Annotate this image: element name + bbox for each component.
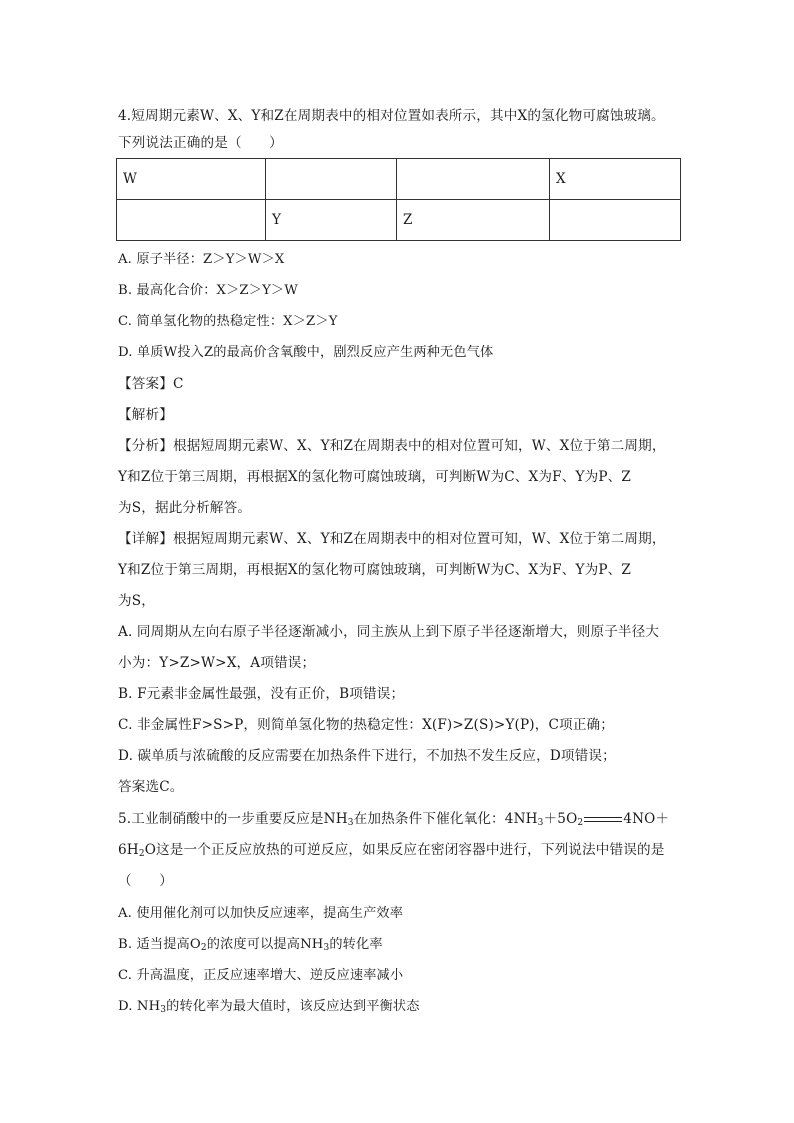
q4-option-d: D. 单质W投入Z的最高价含氧酸中，剧烈反应产生两种无色气体 (118, 345, 494, 360)
table-cell-empty (266, 159, 397, 200)
table-cell-x: X (550, 159, 681, 200)
q5-option-b: B. 适当提高$O_2$的浓度可以提高$NH_3$的转化率 (118, 937, 383, 953)
q5-option-d: D. $NH_3$的转化率为最大值时，该反应达到平衡状态 (118, 999, 420, 1015)
q4-explain-line: C. 非金属性F>S>P，则简单氢化物的热稳定性：X(F)>Z(S)>Y(P)，C项正确； (118, 717, 615, 733)
q5-stem-line2: $6H_2O$这是一个正反应放热的可逆反应，如果反应在密闭容器中进行，下列说法中错误的是 (118, 842, 665, 859)
table-cell-empty (397, 159, 550, 200)
table-cell-empty (117, 200, 266, 241)
q4-analysis-line: 为S，据此分析解答。 (118, 500, 252, 516)
q4-explain-line: D. 碳单质与浓硫酸的反应需要在加热条件下进行，不加热不发生反应，D项错误； (118, 748, 616, 764)
table-cell-w: W (117, 159, 266, 200)
q4-stem-line1: 4.短周期元素W、X、Y和Z在周期表中的相对位置如表所示，其中X的氢化物可腐蚀玻璃。 (118, 108, 665, 124)
q5-option-c: C. 升高温度，正反应速率增大、逆反应速率减小 (118, 968, 404, 983)
periodic-position-table (116, 158, 681, 241)
q4-explain-line: A. 同周期从左向右原子半径逐渐减小，同主族从上到下原子半径逐渐增大，则原子半径大 (118, 624, 660, 640)
table-cell-y: Y (266, 200, 397, 241)
reversible-arrow-icon (584, 816, 622, 824)
q4-explain-line: B. F元素非金属性最强，没有正价，B项错误； (118, 686, 405, 702)
q4-option-a: A. 原子半径：Z＞Y＞W＞X (118, 252, 285, 267)
q5-stem-line3: （ ） (118, 873, 173, 889)
q4-detail-line: 【详解】根据短周期元素W、X、Y和Z在周期表中的相对位置可知，W、X位于第二周期， (118, 531, 666, 547)
q4-final-answer: 答案选C。 (118, 779, 184, 795)
q4-answer: 【答案】C (118, 376, 184, 392)
q4-analysis-line: Y和Z位于第三周期，再根据X的氢化物可腐蚀玻璃，可判断W为C、X为F、Y为P、Z (118, 469, 631, 485)
q4-option-b: B. 最高化合价：X＞Z＞Y＞W (118, 283, 298, 298)
table-cell-z: Z (397, 200, 550, 241)
table-cell-empty (550, 200, 681, 241)
q4-detail-line: Y和Z位于第三周期，再根据X的氢化物可腐蚀玻璃，可判断W为C、X为F、Y为P、Z (118, 562, 631, 578)
q5-stem-line1: 5.工业制硝酸中的一步重要反应是$NH_3$在加热条件下催化氧化：$4NH_3+5O_2$ 4NO＋ (118, 811, 670, 828)
q4-analysis-line: 【分析】根据短周期元素W、X、Y和Z在周期表中的相对位置可知，W、X位于第二周期， (118, 438, 666, 454)
q5-option-a: A. 使用催化剂可以加快反应速率，提高生产效率 (118, 906, 404, 921)
q4-option-c: C. 简单氢化物的热稳定性：X＞Z＞Y (118, 314, 338, 329)
table-row (117, 159, 681, 200)
q4-explain-line: 小为：Y>Z>W>X，A项错误； (118, 655, 316, 671)
q4-detail-line: 为S， (118, 593, 155, 609)
q4-stem-line2: 下列说法正确的是（ ） (118, 135, 283, 151)
table-row (117, 200, 681, 241)
q4-analysis-title: 【解析】 (118, 407, 173, 423)
